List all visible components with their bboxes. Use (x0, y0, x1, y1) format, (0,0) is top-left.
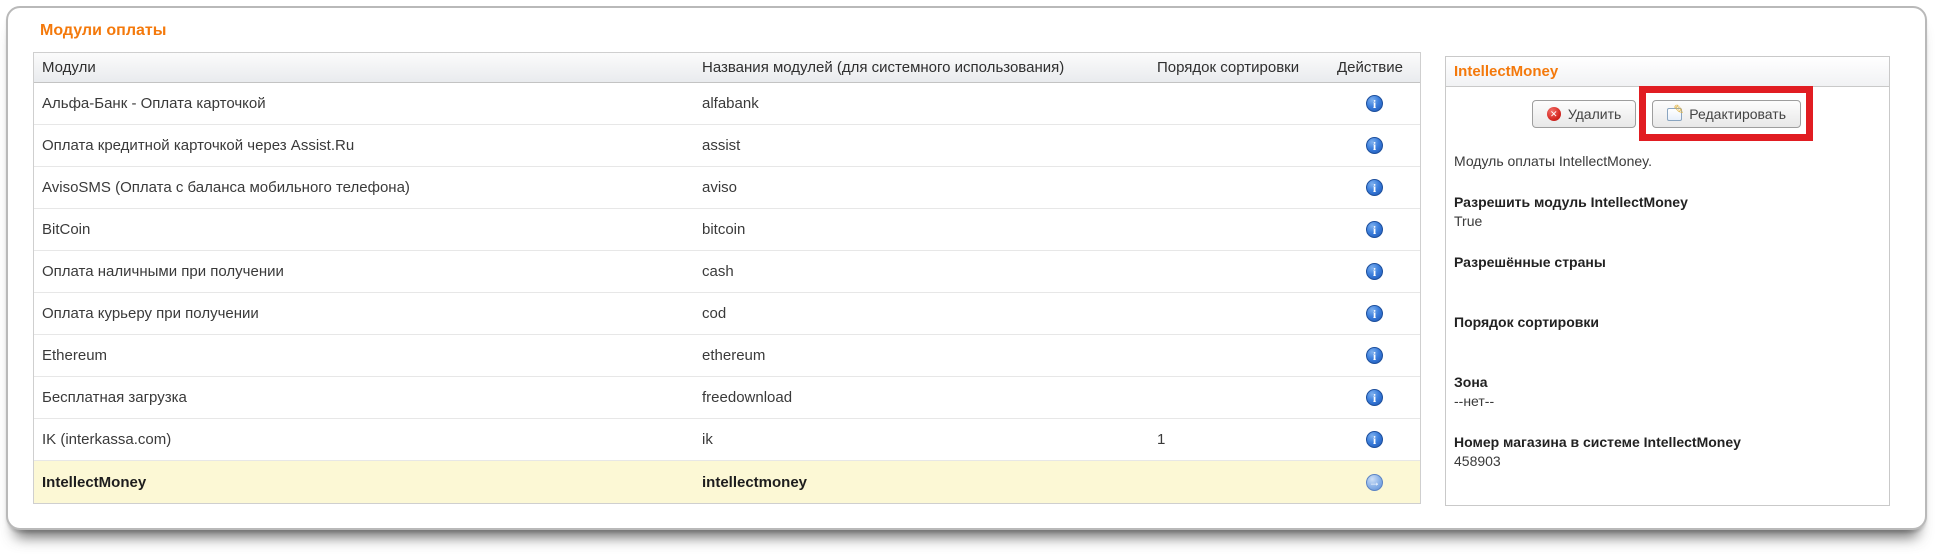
info-icon[interactable] (1366, 263, 1383, 280)
table-row[interactable] (34, 209, 1420, 251)
arrow-icon[interactable] (1366, 474, 1383, 491)
column-header-action: Действие (1337, 59, 1403, 76)
module-field (1454, 253, 1881, 291)
module-code-cell: aviso (702, 179, 738, 196)
module-field (1454, 373, 1881, 411)
table-row[interactable] (34, 377, 1420, 419)
module-code-cell: cod (702, 305, 727, 322)
info-icon[interactable] (1366, 389, 1383, 406)
table-row[interactable] (34, 293, 1420, 335)
panel-body (1446, 136, 1889, 479)
action-cell (1329, 137, 1420, 154)
field-value: --нет-- (1454, 393, 1495, 409)
info-icon[interactable] (1366, 347, 1383, 364)
table-header-row (34, 53, 1420, 83)
action-cell (1329, 221, 1420, 238)
edit-button[interactable] (1652, 100, 1801, 128)
table-row[interactable] (34, 83, 1420, 125)
module-code-cell: ik (702, 431, 713, 448)
page-title: Модули оплаты (40, 22, 167, 39)
module-name-cell: BitCoin (42, 221, 91, 238)
payment-modules-table (33, 52, 1421, 504)
table-row[interactable] (34, 419, 1420, 461)
delete-button[interactable] (1532, 100, 1636, 128)
field-value: 458903 (1454, 453, 1501, 469)
module-code-cell: ethereum (702, 347, 766, 364)
action-cell (1329, 474, 1420, 491)
info-icon[interactable] (1366, 137, 1383, 154)
module-code-cell: bitcoin (702, 221, 746, 238)
edit-icon (1667, 108, 1682, 121)
module-name-cell: IntellectMoney (42, 473, 147, 491)
module-code-cell: freedownload (702, 389, 793, 406)
module-name-cell: Оплата курьеру при получении (42, 305, 259, 322)
table-row[interactable] (34, 125, 1420, 167)
edit-button-label: Редактировать (1689, 106, 1786, 122)
info-icon[interactable] (1366, 221, 1383, 238)
module-code-cell: alfabank (702, 95, 759, 112)
module-name-cell: Оплата наличными при получении (42, 263, 284, 280)
table-row[interactable] (34, 335, 1420, 377)
module-name-cell: IK (interkassa.com) (42, 431, 172, 448)
module-code-cell: intellectmoney (702, 473, 808, 491)
field-value: True (1454, 213, 1483, 229)
module-code-cell: cash (702, 263, 734, 280)
info-icon[interactable] (1366, 431, 1383, 448)
column-header-sort-order: Порядок сортировки (1157, 59, 1300, 76)
action-cell (1329, 347, 1420, 364)
info-icon[interactable] (1366, 305, 1383, 322)
field-label: Зона (1454, 374, 1488, 390)
module-name-cell: Оплата кредитной карточкой через Assist.Ru (42, 137, 355, 154)
delete-icon (1547, 107, 1561, 121)
action-cell (1329, 179, 1420, 196)
panel-button-bar (1446, 87, 1889, 136)
table-row[interactable] (34, 461, 1420, 503)
column-header-modules: Модули (42, 59, 96, 76)
module-field (1454, 433, 1881, 471)
field-label: Номер магазина в системе IntellectMoney (1454, 434, 1741, 450)
table-row[interactable] (34, 167, 1420, 209)
module-field (1454, 193, 1881, 231)
column-header-system-names: Названия модулей (для системного использования) (702, 59, 1065, 76)
module-fields (1454, 193, 1881, 471)
delete-button-label: Удалить (1567, 106, 1622, 122)
info-icon[interactable] (1366, 95, 1383, 112)
module-name-cell: Бесплатная загрузка (42, 389, 187, 406)
table-row[interactable] (34, 251, 1420, 293)
action-cell (1329, 95, 1420, 112)
panel-title: IntellectMoney (1446, 57, 1889, 87)
module-name-cell: Альфа-Банк - Оплата карточкой (42, 95, 266, 112)
action-cell (1329, 305, 1420, 322)
table-body (34, 83, 1420, 503)
field-value (1454, 332, 1881, 351)
field-value (1454, 272, 1881, 291)
module-detail-panel (1445, 56, 1890, 506)
info-icon[interactable] (1366, 179, 1383, 196)
field-label: Порядок сортировки (1454, 314, 1599, 330)
action-cell (1329, 263, 1420, 280)
field-label: Разрешить модуль IntellectMoney (1454, 194, 1688, 210)
sort-order-cell: 1 (1157, 431, 1166, 448)
module-description: Модуль оплаты IntellectMoney. (1454, 153, 1653, 169)
action-cell (1329, 389, 1420, 406)
module-name-cell: AvisoSMS (Оплата с баланса мобильного телефона) (42, 179, 410, 196)
module-name-cell: Ethereum (42, 347, 108, 364)
module-field (1454, 313, 1881, 351)
action-cell (1329, 431, 1420, 448)
field-label: Разрешённые страны (1454, 254, 1606, 270)
module-code-cell: assist (702, 137, 741, 154)
